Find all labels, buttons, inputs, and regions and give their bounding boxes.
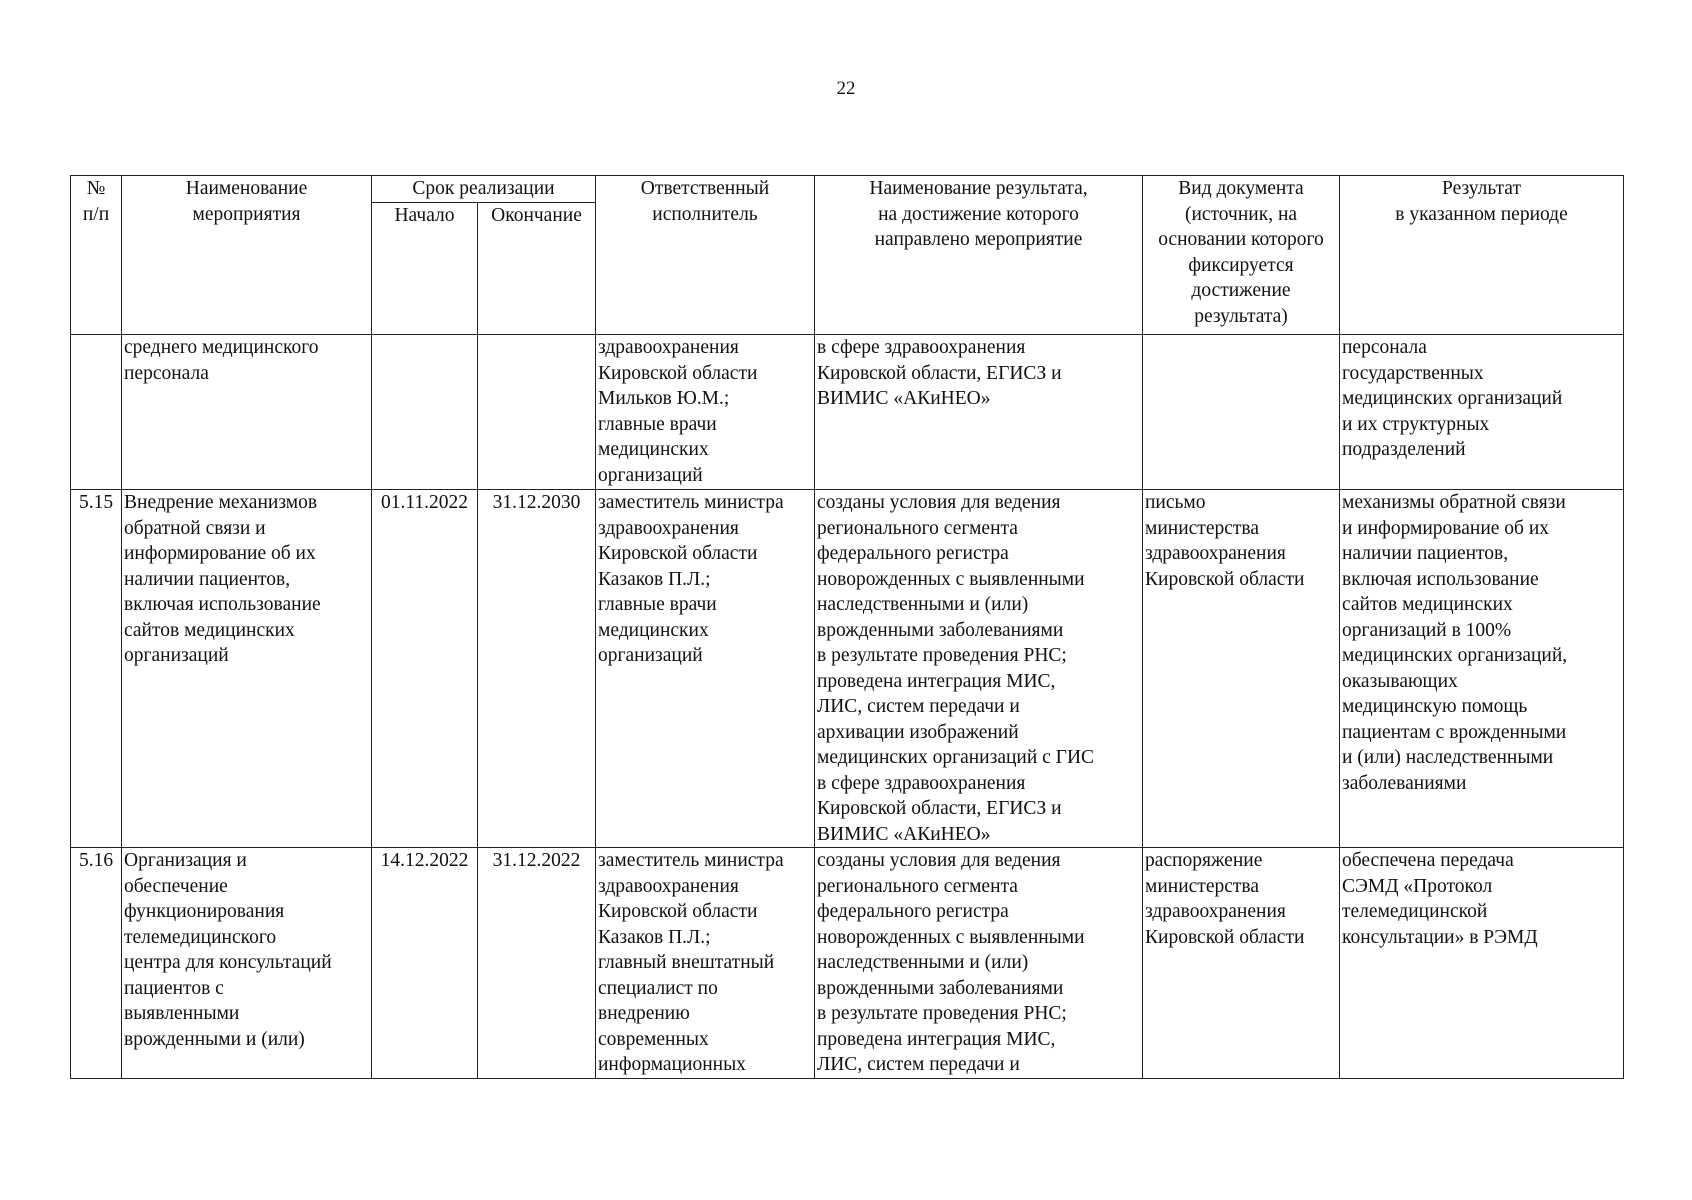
row-end: 31.12.2022	[478, 848, 596, 1079]
header-responsible: Ответственный исполнитель	[596, 176, 815, 335]
header-end: Окончание	[478, 203, 596, 335]
row-result: обеспечена передача СЭМД «Протокол телемедицинской консультации» в РЭМД	[1340, 848, 1624, 1079]
row-end	[478, 335, 596, 490]
row-result-name: созданы условия для ведения регионального сегмента федерального регистра новорожденных с выявленными наследственными и (или) врожденными заболеваниями в результате проведения РНС; проведена интеграция МИС, ЛИС, систем передачи и	[815, 848, 1143, 1079]
row-activity-name: Организация и обеспечение функционирования телемедицинского центра для консультаций пациентов с выявленными врожденными и (или)	[122, 848, 372, 1079]
row-doc-type	[1143, 335, 1340, 490]
row-end: 31.12.2030	[478, 490, 596, 848]
row-responsible: заместитель министра здравоохранения Кировской области Казаков П.Л.; главный внештатный специалист по внедрению современных информационных	[596, 848, 815, 1079]
table-header-row	[71, 176, 1624, 203]
table-row	[71, 848, 1624, 1079]
row-doc-type: распоряжение министерства здравоохранения Кировской области	[1143, 848, 1340, 1079]
header-result: Результат в указанном периоде	[1340, 176, 1624, 335]
row-result: персонала государственных медицинских организаций и их структурных подразделений	[1340, 335, 1624, 490]
header-term: Срок реализации	[372, 176, 596, 203]
row-num	[71, 335, 122, 490]
header-result-name: Наименование результата, на достижение которого направлено мероприятие	[815, 176, 1143, 335]
row-doc-type: письмо министерства здравоохранения Кировской области	[1143, 490, 1340, 848]
header-start: Начало	[372, 203, 478, 335]
row-start: 14.12.2022	[372, 848, 478, 1079]
row-activity-name: среднего медицинского персонала	[122, 335, 372, 490]
row-activity-name: Внедрение механизмов обратной связи и информирование об их наличии пациентов, включая использование сайтов медицинских организаций	[122, 490, 372, 848]
row-responsible: заместитель министра здравоохранения Кировской области Казаков П.Л.; главные врачи медицинских организаций	[596, 490, 815, 848]
row-num: 5.15	[71, 490, 122, 848]
header-activity-name: Наименование мероприятия	[122, 176, 372, 335]
activity-plan-table	[70, 175, 1624, 1079]
table-row	[71, 490, 1624, 848]
row-start	[372, 335, 478, 490]
row-num: 5.16	[71, 848, 122, 1079]
header-doc-type: Вид документа (источник, на основании которого фиксируется достижение результата)	[1143, 176, 1340, 335]
row-result-name: в сфере здравоохранения Кировской области, ЕГИСЗ и ВИМИС «АКиНЕО»	[815, 335, 1143, 490]
page-number: 22	[836, 78, 856, 99]
row-start: 01.11.2022	[372, 490, 478, 848]
header-num: № п/п	[71, 176, 122, 335]
row-result-name: созданы условия для ведения регионального сегмента федерального регистра новорожденных с выявленными наследственными и (или) врожденными заболеваниями в результате проведения РНС; проведена интеграция МИС, ЛИС, систем передачи и архивации изображений медицинских организаций с ГИС в сфере здравоохранения Кировской области, ЕГИСЗ и ВИМИС «АКиНЕО»	[815, 490, 1143, 848]
row-result: механизмы обратной связи и информирование об их наличии пациентов, включая использование сайтов медицинских организаций в 100% медицинских организаций, оказывающих медицинскую помощь пациентам с врожденными и (или) наследственными заболеваниями	[1340, 490, 1624, 848]
row-responsible: здравоохранения Кировской области Мильков Ю.М.; главные врачи медицинских организаций	[596, 335, 815, 490]
table-row	[71, 335, 1624, 490]
